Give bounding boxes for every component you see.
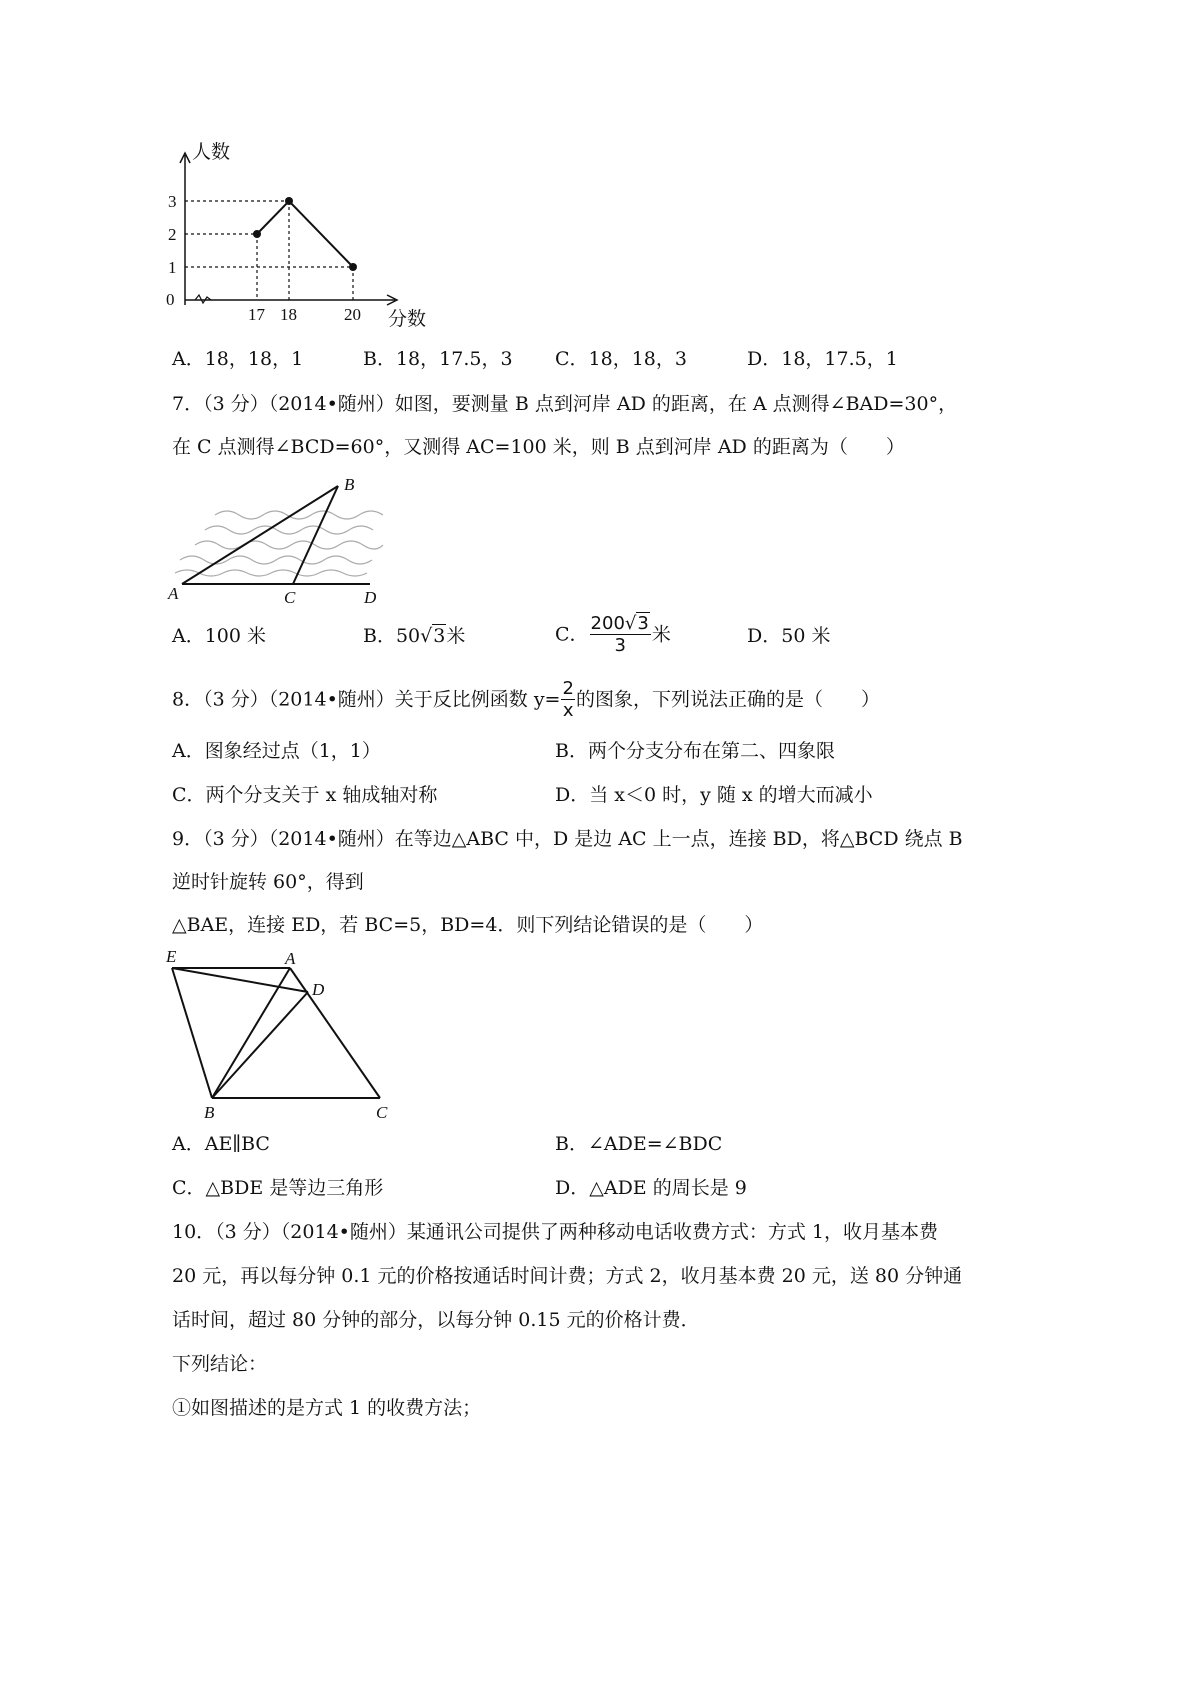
q6-option-b: B．18，17.5，3 bbox=[363, 348, 513, 370]
q6-option-c: C．18，18，3 bbox=[555, 348, 687, 370]
q7-stem-line2: 在 C 点测得∠BCD=60°，又测得 AC=100 米，则 B 点到河岸 AD 的距离为（ ） bbox=[172, 436, 905, 458]
q9-option-a: A．AE∥BC bbox=[172, 1133, 270, 1155]
y-tick-label: 2 bbox=[168, 225, 177, 244]
label-b: B bbox=[204, 1103, 215, 1122]
sqrt-sign: √ bbox=[420, 625, 433, 647]
q10-stem-line1: 10．（3 分）（2014•随州）某通讯公司提供了两种移动电话收费方式：方式 1，收月基本费 bbox=[172, 1221, 938, 1243]
q8-option-a: A．图象经过点（1，1） bbox=[172, 740, 381, 762]
q9-option-d: D．△ADE 的周长是 9 bbox=[555, 1177, 747, 1199]
data-point bbox=[285, 197, 293, 205]
q7-stem-line1: 7．（3 分）（2014•随州）如图，要测量 B 点到河岸 AD 的距离，在 A 点测得∠BAD=30°， bbox=[172, 393, 958, 415]
q7-option-b: B．50√3米 bbox=[363, 625, 466, 647]
q10-stem-line3: 话时间，超过 80 分钟的部分，以每分钟 0.15 元的价格计费． bbox=[172, 1309, 700, 1331]
fraction-2-over-x: $\frac{2}{x}$ bbox=[562, 678, 574, 721]
label-a: A bbox=[285, 949, 296, 968]
q9-stem-line3: △BAE，连接 ED，若 BC=5，BD=4．则下列结论错误的是（ ） bbox=[172, 914, 764, 936]
label-d: D bbox=[312, 980, 325, 999]
segment-ac bbox=[290, 968, 380, 1098]
axis-break-mark bbox=[195, 295, 211, 303]
x-tick-label: 17 bbox=[248, 305, 265, 324]
series-line bbox=[257, 201, 353, 267]
label-e: E bbox=[166, 947, 177, 966]
score-count-chart bbox=[160, 135, 450, 340]
q9-stem-line2: 逆时针旋转 60°，得到 bbox=[172, 871, 364, 893]
data-point bbox=[349, 263, 357, 271]
q9-option-c: C．△BDE 是等边三角形 bbox=[172, 1177, 384, 1199]
x-axis-label: 分数 bbox=[388, 309, 427, 330]
equilateral-triangle-figure bbox=[160, 942, 400, 1127]
x-tick-label: 18 bbox=[280, 305, 297, 324]
q10-stem-line2: 20 元，再以每分钟 0.1 元的价格按通话时间计费；方式 2，收月基本费 20 元，送 80 分钟通 bbox=[172, 1265, 963, 1287]
q10-stem-line4: 下列结论： bbox=[172, 1353, 268, 1375]
label-b: B bbox=[344, 475, 355, 494]
q8-option-b: B．两个分支分布在第二、四象限 bbox=[555, 740, 835, 762]
q8-option-c: C．两个分支关于 x 轴成轴对称 bbox=[172, 784, 438, 806]
fraction: $\frac{200√3}{3}$ bbox=[590, 613, 649, 656]
q8-option-d: D．当 x＜0 时，y 随 x 的增大而减小 bbox=[555, 784, 873, 806]
label-c: C bbox=[284, 588, 296, 607]
q7-option-c: C． $\frac{200√3}{3}$ 米 bbox=[555, 613, 671, 656]
q10-stem-line5: ①如图描述的是方式 1 的收费方法； bbox=[172, 1397, 482, 1419]
q7-option-a: A．100 米 bbox=[172, 625, 267, 647]
q9-stem-line1: 9．（3 分）（2014•随州）在等边△ABC 中，D 是边 AC 上一点，连接 BD，将△BCD 绕点 B bbox=[172, 828, 963, 850]
data-point bbox=[253, 230, 261, 238]
q9-option-b: B．∠ADE=∠BDC bbox=[555, 1133, 723, 1155]
label-c: C bbox=[376, 1103, 388, 1122]
segment-eb bbox=[172, 968, 212, 1098]
river-triangle-figure bbox=[160, 470, 390, 610]
chart-series bbox=[168, 192, 361, 324]
x-tick-label: 20 bbox=[344, 305, 361, 324]
q6-option-d: D．18，17.5，1 bbox=[747, 348, 898, 370]
y-tick-label: 3 bbox=[168, 192, 177, 211]
q8-stem: 8．（3 分）（2014•随州）关于反比例函数 y= $\frac{2}{x}$ 的图象，下列说法正确的是（ ） bbox=[172, 678, 880, 721]
river-waves bbox=[175, 511, 383, 576]
segment-bd bbox=[212, 992, 308, 1098]
segment-ab bbox=[212, 968, 290, 1098]
label-d: D bbox=[364, 588, 377, 607]
q7-option-d: D．50 米 bbox=[747, 625, 831, 647]
y-axis-label: 人数 bbox=[192, 142, 231, 163]
origin-label: 0 bbox=[166, 290, 175, 309]
q6-option-a: A．18，18，1 bbox=[172, 348, 304, 370]
radicand: 3 bbox=[433, 625, 446, 647]
y-tick-label: 1 bbox=[168, 258, 177, 277]
label-a: A bbox=[168, 584, 179, 603]
